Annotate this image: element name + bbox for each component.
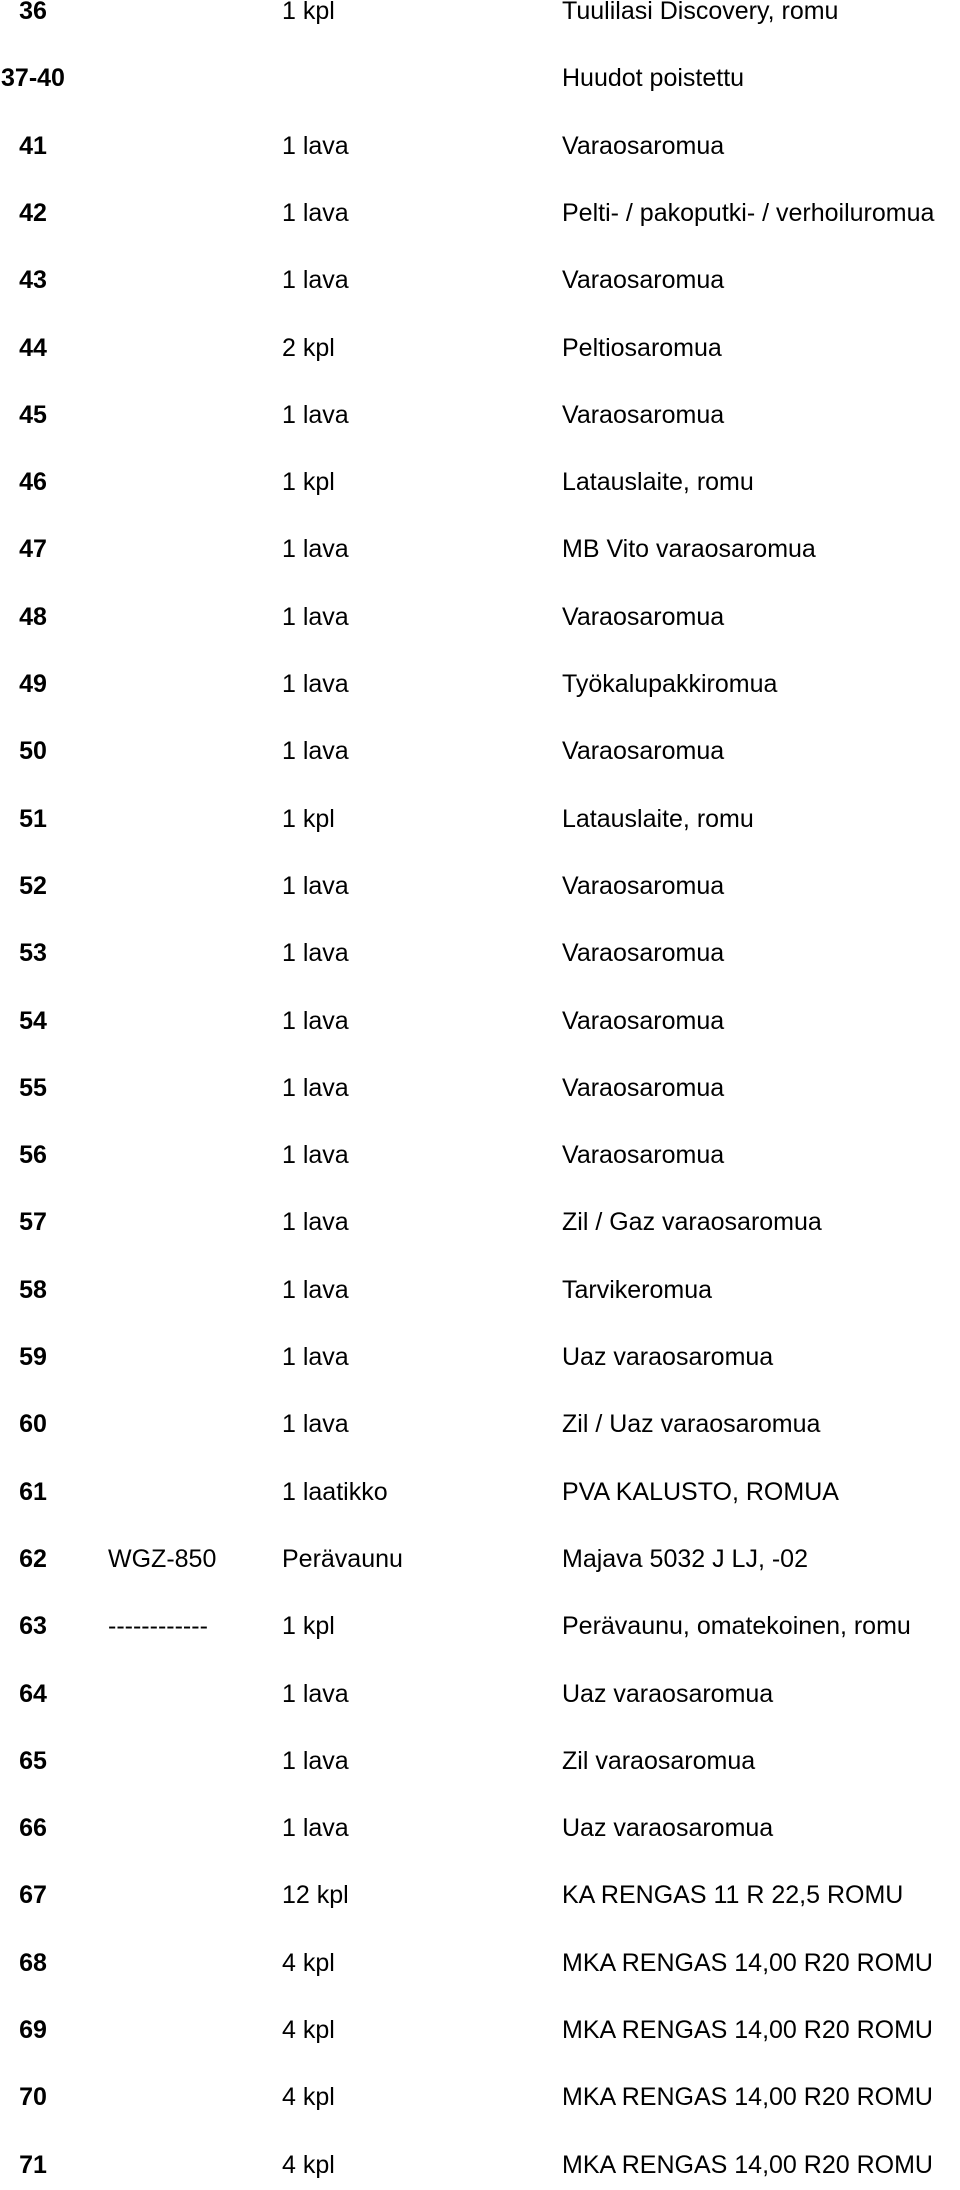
- table-row: [0, 799, 960, 839]
- quantity: 1 lava: [282, 266, 349, 295]
- item-number: 71: [19, 2150, 47, 2179]
- description: Latauslaite, romu: [562, 468, 754, 497]
- registration: WGZ-850: [108, 1544, 217, 1573]
- quantity: 1 lava: [282, 1814, 349, 1843]
- item-number: 53: [19, 939, 47, 968]
- table-row: [0, 260, 960, 300]
- item-number: 64: [19, 1679, 47, 1708]
- quantity: 1 lava: [282, 400, 349, 429]
- table-row: [0, 1404, 960, 1444]
- quantity: 1 lava: [282, 131, 349, 160]
- item-number: 62: [19, 1544, 47, 1573]
- description: Tuulilasi Discovery, romu: [562, 0, 839, 25]
- quantity: 2 kpl: [282, 333, 335, 362]
- table-row: [0, 866, 960, 906]
- quantity: 1 lava: [282, 871, 349, 900]
- table-row: [0, 933, 960, 973]
- table-row: [0, 193, 960, 233]
- table-row: [0, 0, 960, 31]
- table-row: [0, 1270, 960, 1310]
- table-row: [0, 597, 960, 637]
- item-number: 58: [19, 1275, 47, 1304]
- description: MKA RENGAS 14,00 R20 ROMU: [562, 2150, 933, 2179]
- description: Varaosaromua: [562, 400, 725, 429]
- quantity: 1 lava: [282, 1679, 349, 1708]
- item-number: 52: [19, 871, 47, 900]
- item-number: 37-40: [1, 64, 65, 93]
- quantity: 1 lava: [282, 1343, 349, 1371]
- quantity: 1 kpl: [282, 0, 335, 25]
- description: Pelti- / pakoputki- / verhoiluromua: [562, 198, 935, 227]
- item-number: 44: [19, 333, 47, 362]
- item-number: 36: [19, 0, 47, 25]
- table-row: [0, 1741, 960, 1781]
- item-number: 42: [19, 198, 47, 227]
- description: Uaz varaosaromua: [562, 1679, 774, 1708]
- description: Varaosaromua: [562, 266, 725, 295]
- table-row: [0, 395, 960, 435]
- quantity: 1 lava: [282, 1006, 349, 1035]
- description: Varaosaromua: [562, 737, 725, 766]
- quantity: 1 laatikko: [282, 1477, 388, 1506]
- quantity: Perävaunu: [282, 1544, 403, 1573]
- quantity: 1 lava: [282, 1141, 349, 1170]
- quantity: 4 kpl: [282, 1948, 335, 1977]
- item-number: 55: [19, 1073, 47, 1102]
- table-row: [0, 1808, 960, 1848]
- description: Varaosaromua: [562, 1141, 725, 1170]
- table-row: [0, 1674, 960, 1714]
- table-row: [0, 58, 960, 98]
- description: Zil varaosaromua: [562, 1746, 756, 1775]
- quantity: 1 lava: [282, 737, 349, 766]
- description: Latauslaite, romu: [562, 804, 754, 833]
- quantity: 1 lava: [282, 1275, 349, 1304]
- registration: ------------: [108, 1612, 208, 1641]
- quantity: 1 lava: [282, 602, 349, 631]
- table-row: [0, 462, 960, 502]
- description: Uaz varaosaromua: [562, 1814, 774, 1843]
- table-row: [0, 1875, 960, 1915]
- description: Tarvikeromua: [562, 1275, 713, 1304]
- table-row: [0, 1068, 960, 1108]
- description: Uaz varaosaromua: [562, 1343, 774, 1371]
- quantity: 1 lava: [282, 1073, 349, 1102]
- description: MKA RENGAS 14,00 R20 ROMU: [562, 2083, 933, 2112]
- description: Peltiosaromua: [562, 333, 722, 362]
- quantity: 4 kpl: [282, 2016, 335, 2044]
- table-row: [0, 529, 960, 569]
- quantity: 1 lava: [282, 1410, 349, 1439]
- description: MB Vito varaosaromua: [562, 535, 816, 564]
- table-row: [0, 1001, 960, 1041]
- quantity: 4 kpl: [282, 2083, 335, 2112]
- quantity: 1 lava: [282, 535, 349, 564]
- quantity: 1 lava: [282, 1746, 349, 1775]
- item-number: 45: [19, 400, 47, 429]
- item-number: 70: [19, 2083, 47, 2112]
- item-number: 69: [19, 2016, 47, 2044]
- quantity: 1 kpl: [282, 1612, 335, 1641]
- item-number: 67: [19, 1881, 47, 1910]
- item-number: 43: [19, 266, 47, 295]
- description: Varaosaromua: [562, 602, 725, 631]
- table-row: [0, 664, 960, 704]
- table-row: [0, 1202, 960, 1242]
- item-number: 66: [19, 1814, 47, 1843]
- item-number: 61: [19, 1477, 47, 1506]
- description: PVA KALUSTO, ROMUA: [562, 1477, 839, 1506]
- description: Huudot poistettu: [562, 64, 745, 93]
- quantity: 1 kpl: [282, 804, 335, 833]
- description: Zil / Gaz varaosaromua: [562, 1208, 822, 1237]
- description: MKA RENGAS 14,00 R20 ROMU: [562, 1948, 933, 1977]
- description: Perävaunu, omatekoinen, romu: [562, 1612, 911, 1641]
- description: Varaosaromua: [562, 1073, 725, 1102]
- quantity: 1 kpl: [282, 468, 335, 497]
- description: Varaosaromua: [562, 1006, 725, 1035]
- item-number: 68: [19, 1948, 47, 1977]
- item-number: 59: [19, 1343, 47, 1371]
- item-number: 49: [19, 670, 47, 698]
- table-row: [0, 328, 960, 368]
- table-row: [0, 1472, 960, 1512]
- item-number: 50: [19, 737, 47, 766]
- item-number: 46: [19, 468, 47, 497]
- item-number: 60: [19, 1410, 47, 1439]
- item-number: 57: [19, 1208, 47, 1237]
- item-number: 65: [19, 1746, 47, 1775]
- table-row: [0, 1943, 960, 1983]
- quantity: 1 lava: [282, 198, 349, 227]
- description: Varaosaromua: [562, 871, 725, 900]
- item-number: 41: [19, 131, 47, 160]
- quantity: 1 lava: [282, 1208, 349, 1237]
- table-row: [0, 731, 960, 771]
- item-number: 54: [19, 1006, 47, 1035]
- quantity: 1 lava: [282, 670, 349, 698]
- table-row: [0, 126, 960, 166]
- description: Majava 5032 J LJ, -02: [562, 1544, 808, 1573]
- description: MKA RENGAS 14,00 R20 ROMU: [562, 2016, 933, 2044]
- description: Työkalupakkiromua: [562, 670, 778, 698]
- item-number: 63: [19, 1612, 47, 1641]
- quantity: 4 kpl: [282, 2150, 335, 2179]
- quantity: 1 lava: [282, 939, 349, 968]
- table-row: [0, 2077, 960, 2117]
- description: KA RENGAS 11 R 22,5 ROMU: [562, 1881, 904, 1910]
- quantity: 12 kpl: [282, 1881, 349, 1910]
- table-row: [0, 1539, 960, 1579]
- item-number: 51: [19, 804, 47, 833]
- table-row: [0, 2145, 960, 2185]
- item-number: 48: [19, 602, 47, 631]
- item-number: 47: [19, 535, 47, 564]
- description: Varaosaromua: [562, 131, 725, 160]
- item-number: 56: [19, 1141, 47, 1170]
- table-row: [0, 1606, 960, 1646]
- table-row: [0, 1337, 960, 1377]
- description: Varaosaromua: [562, 939, 725, 968]
- description: Zil / Uaz varaosaromua: [562, 1410, 821, 1439]
- table-row: [0, 1135, 960, 1175]
- table-row: [0, 2010, 960, 2050]
